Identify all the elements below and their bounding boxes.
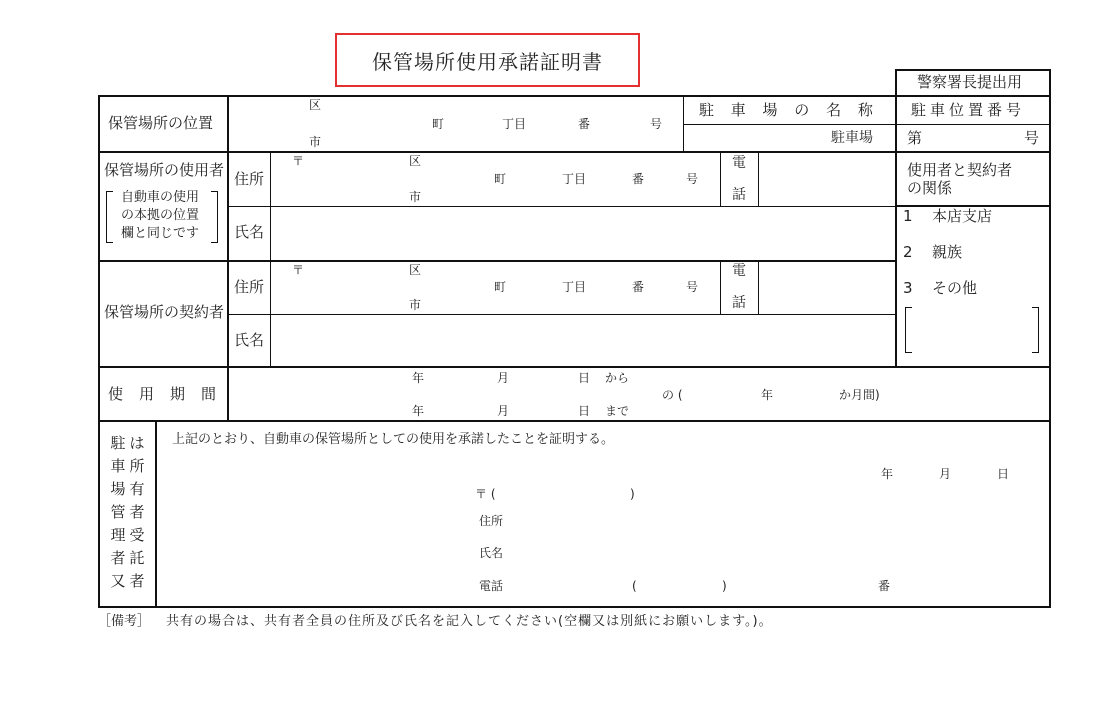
remarks-text: 共有の場合は、共有者全員の住所及び氏名を記入してください(空欄又は別紙にお願いします。)。 — [166, 614, 773, 629]
user-postal-mark: 〒 — [292, 154, 305, 168]
relation-label-line2: の関係 — [907, 179, 953, 197]
user-name-label: 氏名 — [234, 223, 265, 241]
contractor-label: 保管場所の契約者 — [104, 303, 225, 321]
user-shi: 市 — [409, 190, 422, 204]
period-year2: 年 — [761, 388, 774, 402]
parking-name-suffix: 駐車場 — [831, 130, 873, 146]
user-note-line3: 欄と同じです — [121, 226, 200, 241]
document-title — [335, 33, 640, 87]
remarks-label: ［備考］ — [98, 614, 151, 629]
location-ban: 番 — [578, 117, 591, 131]
contractor-shi: 市 — [409, 298, 422, 312]
contractor-postal-mark: 〒 — [292, 263, 305, 277]
manager-postal: 〒 ( — [475, 487, 496, 501]
manager-label-col1: 駐車場管理者又 — [110, 434, 126, 590]
manager-phone: 電話 — [479, 579, 504, 593]
user-go: 号 — [686, 172, 699, 186]
relation-opt1: 本店支店 — [932, 207, 993, 225]
relation-opt3: その他 — [932, 279, 978, 297]
location-shi: 市 — [309, 135, 322, 149]
user-label: 保管場所の使用者 — [104, 161, 225, 179]
manager-day: 日 — [997, 467, 1010, 481]
parking-name-label: 駐 車 場 の 名 称 — [699, 101, 879, 119]
contractor-phone-2: 話 — [732, 295, 746, 311]
location-ku: 区 — [309, 98, 322, 112]
location-go: 号 — [650, 117, 663, 131]
contractor-cho: 町 — [494, 280, 507, 294]
manager-postal-close: ) — [630, 487, 635, 501]
contractor-ban: 番 — [632, 280, 645, 294]
manager-ban: 番 — [878, 579, 891, 593]
user-cho: 町 — [494, 172, 507, 186]
manager-label-col2: は所有者受託者 — [129, 434, 145, 590]
contractor-name-label: 氏名 — [234, 331, 265, 349]
period-month-from: 月 — [497, 371, 510, 385]
period-until: まで — [605, 404, 630, 418]
manager-name: 氏名 — [479, 546, 504, 560]
period-months: か月間) — [839, 388, 880, 402]
location-chome: 丁目 — [502, 117, 527, 131]
manager-statement: 上記のとおり、自動車の保管場所としての使用を承諾したことを証明する。 — [172, 432, 615, 447]
user-chome: 丁目 — [562, 172, 587, 186]
relation-opt1-num: 1 — [903, 207, 913, 225]
user-address-label: 住所 — [234, 170, 265, 188]
location-label: 保管場所の位置 — [108, 114, 214, 132]
user-note-line1: 自動車の使用 — [121, 190, 200, 205]
user-phone-2: 話 — [732, 187, 746, 203]
relation-opt2: 親族 — [932, 243, 963, 261]
period-year-from: 年 — [412, 371, 425, 385]
title-text: 保管場所使用承諾証明書 — [372, 49, 603, 74]
period-label: 使用期間 — [108, 385, 233, 403]
period-day-from: 日 — [578, 371, 591, 385]
contractor-ku: 区 — [409, 263, 422, 277]
period-no-paren: の ( — [662, 388, 683, 402]
relation-other-bracket-left — [905, 307, 912, 353]
manager-phone-close: ) — [722, 579, 727, 593]
parking-go: 号 — [1024, 129, 1040, 147]
manager-phone-open: ( — [632, 579, 637, 593]
period-from: から — [605, 371, 630, 385]
contractor-phone-1: 電 — [732, 263, 746, 279]
user-ku: 区 — [409, 154, 422, 168]
user-phone-1: 電 — [732, 155, 746, 171]
user-ban: 番 — [632, 172, 645, 186]
relation-opt2-num: 2 — [903, 243, 913, 261]
relation-opt3-num: 3 — [903, 279, 913, 297]
contractor-address-label: 住所 — [234, 278, 265, 296]
parking-number-label: 駐車位置番号 — [911, 101, 1026, 119]
police-submit-label: 警察署長提出用 — [917, 73, 1023, 91]
location-cho: 町 — [432, 117, 445, 131]
manager-month: 月 — [939, 467, 952, 481]
user-note-line2: の本拠の位置 — [121, 208, 200, 223]
parking-dai: 第 — [907, 129, 923, 147]
manager-year: 年 — [881, 467, 894, 481]
period-month-until: 月 — [497, 404, 510, 418]
period-year-until: 年 — [412, 404, 425, 418]
contractor-go: 号 — [686, 280, 699, 294]
relation-other-bracket-right — [1032, 307, 1039, 353]
relation-label-line1: 使用者と契約者 — [907, 161, 1013, 179]
manager-address: 住所 — [479, 514, 504, 528]
period-day-until: 日 — [578, 404, 591, 418]
contractor-chome: 丁目 — [562, 280, 587, 294]
